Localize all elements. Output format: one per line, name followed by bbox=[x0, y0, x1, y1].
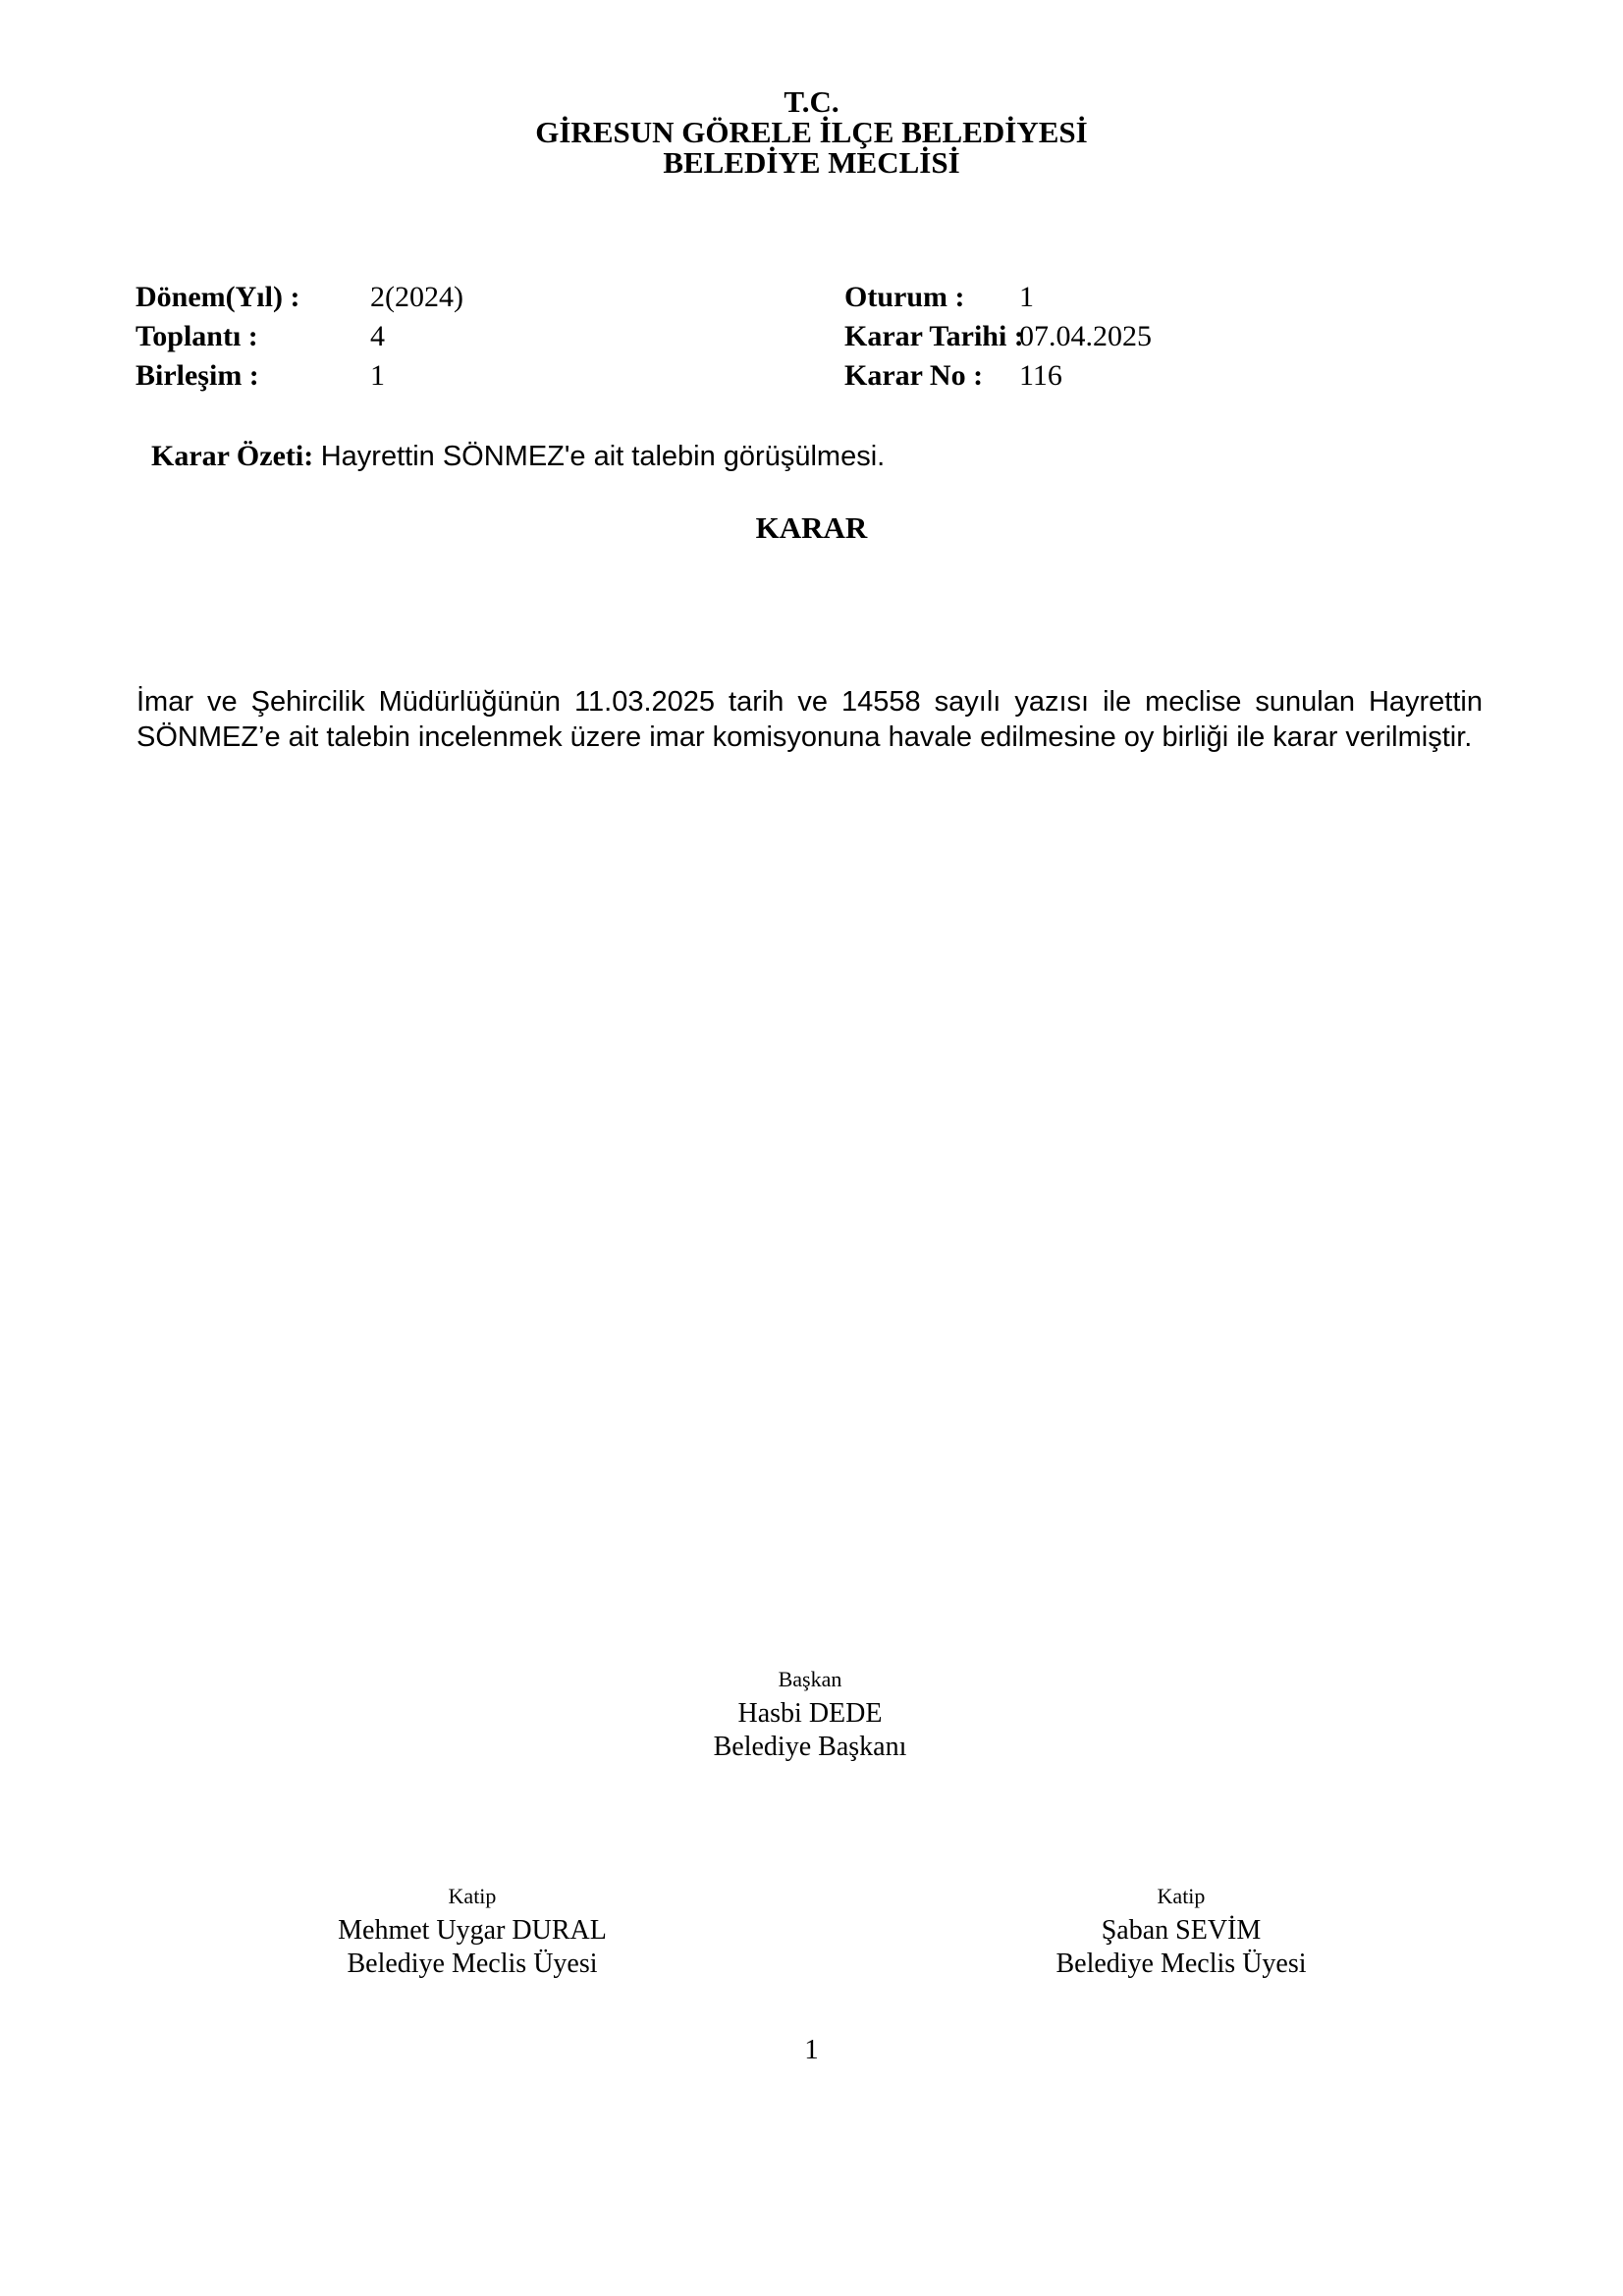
decision-summary-row bbox=[151, 438, 885, 475]
meta-value-donem: 2(2024) bbox=[370, 281, 463, 313]
meta-value-oturum: 1 bbox=[1019, 281, 1034, 313]
decision-heading: KARAR bbox=[755, 510, 868, 545]
meta-value-toplanti: 4 bbox=[370, 320, 385, 352]
header-municipality-line: GİRESUN GÖRELE İLÇE BELEDİYESİ bbox=[535, 115, 1088, 149]
document-header bbox=[0, 86, 1623, 178]
meta-label-karar-no: Karar No : bbox=[844, 359, 984, 392]
signature-title-clerk-right: Belediye Meclis Üyesi bbox=[1055, 1949, 1307, 1979]
meta-row-toplanti bbox=[135, 317, 463, 356]
meta-label-donem: Dönem(Yıl) : bbox=[135, 281, 300, 313]
meta-label-toplanti: Toplantı : bbox=[135, 320, 258, 352]
signature-role-president: Başkan bbox=[778, 1667, 842, 1691]
decision-body-paragraph: İmar ve Şehircilik Müdürlüğünün 11.03.2025 tarih ve 14558 sayılı yazısı ile meclise sunulan Hayrettin SÖNMEZ’e ait talebin incelenmek üzere imar komisyonuna havale edilmesine oy birliği ile karar verilmiştir. bbox=[136, 686, 1483, 753]
meta-label-birlesim: Birleşim : bbox=[135, 359, 259, 392]
signature-block-clerk-left bbox=[178, 1880, 767, 1980]
meta-column-right bbox=[844, 278, 1152, 396]
meta-row-karar-tarihi bbox=[844, 317, 1152, 356]
header-council-line: BELEDİYE MECLİSİ bbox=[663, 145, 960, 180]
signature-title-clerk-left: Belediye Meclis Üyesi bbox=[347, 1949, 598, 1979]
signature-name-president: Hasbi DEDE bbox=[737, 1698, 883, 1729]
page-number: 1 bbox=[804, 2034, 819, 2065]
decision-summary-text: Hayrettin SÖNMEZ'e ait talebin görüşülmesi. bbox=[320, 441, 886, 472]
signature-title-president: Belediye Başkanı bbox=[713, 1732, 907, 1762]
meta-label-oturum: Oturum : bbox=[844, 281, 965, 313]
decision-summary-label: Karar Özeti: bbox=[151, 440, 314, 472]
signature-role-clerk-left: Katip bbox=[448, 1884, 497, 1908]
signature-block-clerk-right bbox=[887, 1880, 1476, 1980]
meta-value-birlesim: 1 bbox=[370, 359, 385, 392]
signature-role-clerk-right: Katip bbox=[1157, 1884, 1206, 1908]
meta-row-karar-no bbox=[844, 356, 1152, 396]
meta-label-karar-tarihi: Karar Tarihi : bbox=[844, 320, 1024, 352]
meta-row-oturum bbox=[844, 278, 1152, 317]
meta-row-birlesim bbox=[135, 356, 463, 396]
meta-value-karar-tarihi: 07.04.2025 bbox=[1019, 320, 1152, 352]
signature-name-clerk-right: Şaban SEVİM bbox=[1101, 1915, 1262, 1946]
signature-block-president bbox=[515, 1663, 1105, 1763]
meta-value-karar-no: 116 bbox=[1019, 359, 1062, 392]
signature-name-clerk-left: Mehmet Uygar DURAL bbox=[338, 1915, 607, 1946]
meta-row-donem bbox=[135, 278, 463, 317]
meta-column-left bbox=[135, 278, 463, 396]
header-republic-line: T.C. bbox=[784, 84, 839, 119]
